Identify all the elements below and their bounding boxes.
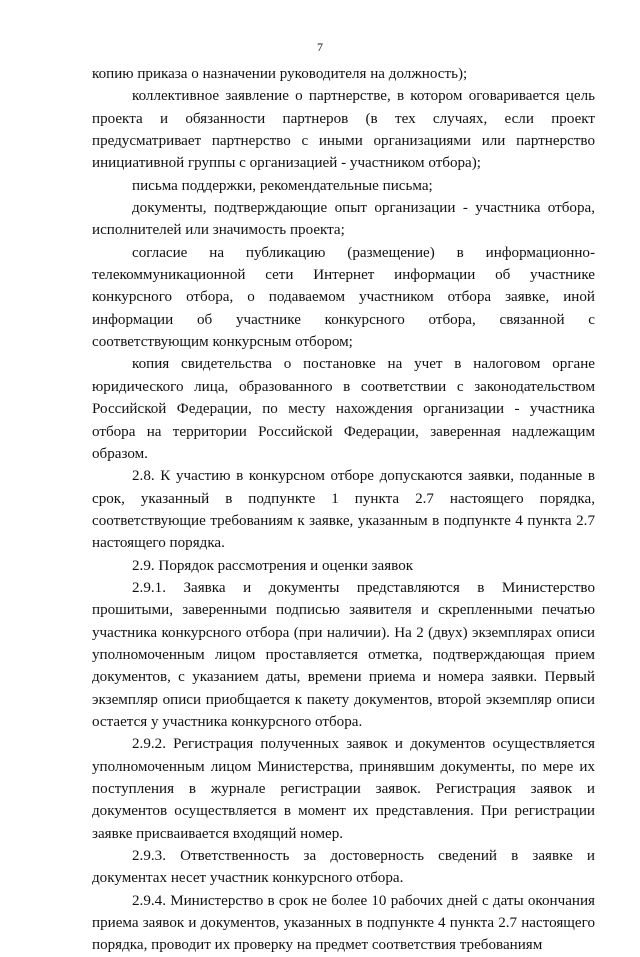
page-number: 7: [317, 40, 323, 54]
paragraph-p09: 2.9.1. Заявка и документы представляются в Министерство прошитыми, заверенными подписью заявителя и скрепленными печатью участника конкурсного отбора (при наличии). На 2 (двух) экземплярах описи уполномоченным лицом проставляется отметка, подтверждающая прием документов, с указанием даты, времени приема и номера заявки. Первый экземпляр описи приобщается к пакету документов, второй экземпляр описи остается у участника конкурсного отбора.: [92, 579, 595, 730]
document-body: [92, 63, 595, 957]
paragraph-p11: 2.9.3. Ответственность за достоверность сведений в заявке и документах несет участник конкурсного отбора.: [92, 848, 595, 887]
paragraph-p12: 2.9.4. Министерство в срок не более 10 рабочих дней с даты окончания приема заявок и документов, указанных в подпункте 4 пункта 2.7 настоящего порядка, проводит их проверку на предмет соответствия требованиям: [92, 892, 595, 954]
paragraph-p06: копия свидетельства о постановке на учет в налоговом органе юридического лица, образованного в соответствии с законодательством Российской Федерации, по месту нахождения организации - участника отбора на территории Российской Федерации, заверенная надлежащим образом.: [92, 356, 595, 462]
paragraph-p08: 2.9. Порядок рассмотрения и оценки заявок: [132, 557, 414, 574]
paragraph-p10: 2.9.2. Регистрация полученных заявок и документов осуществляется уполномоченным лицом Министерства, принявшим документы, по мере их поступления в журнале регистрации заявок. Регистрация заявок и документов осуществляется в момент их представления. При регистрации заявке присваивается входящий номер.: [92, 736, 595, 842]
paragraph-p03: письма поддержки, рекомендательные письма;: [132, 177, 433, 194]
paragraph-p07: 2.8. К участию в конкурсном отборе допускаются заявки, поданные в срок, указанный в подпункте 1 пункта 2.7 настоящего порядка, соответствующие требованиям к заявке, указанным в подпункте 4 пункта 2.7 настоящего порядка.: [92, 468, 595, 552]
paragraph-p05: согласие на публикацию (размещение) в информационно-телекоммуникационной сети Интернет информации об участнике конкурсного отбора, о подаваемом участником отбора заявке, иной информации об участнике конкурсного отбора, связанной с соответствующим конкурсным отбором;: [92, 244, 595, 351]
paragraph-p01: копию приказа о назначении руководителя на должность);: [92, 66, 468, 82]
paragraph-p02: коллективное заявление о партнерстве, в котором оговаривается цель проекта и обязанности партнеров (в тех случаях, если проект предусматривает партнерство с иными организациями или партнерство инициативной группы с организацией - участником отбора);: [92, 88, 595, 172]
paragraph-p04: документы, подтверждающие опыт организации - участника отбора, исполнителей или значимость проекта;: [92, 200, 595, 239]
